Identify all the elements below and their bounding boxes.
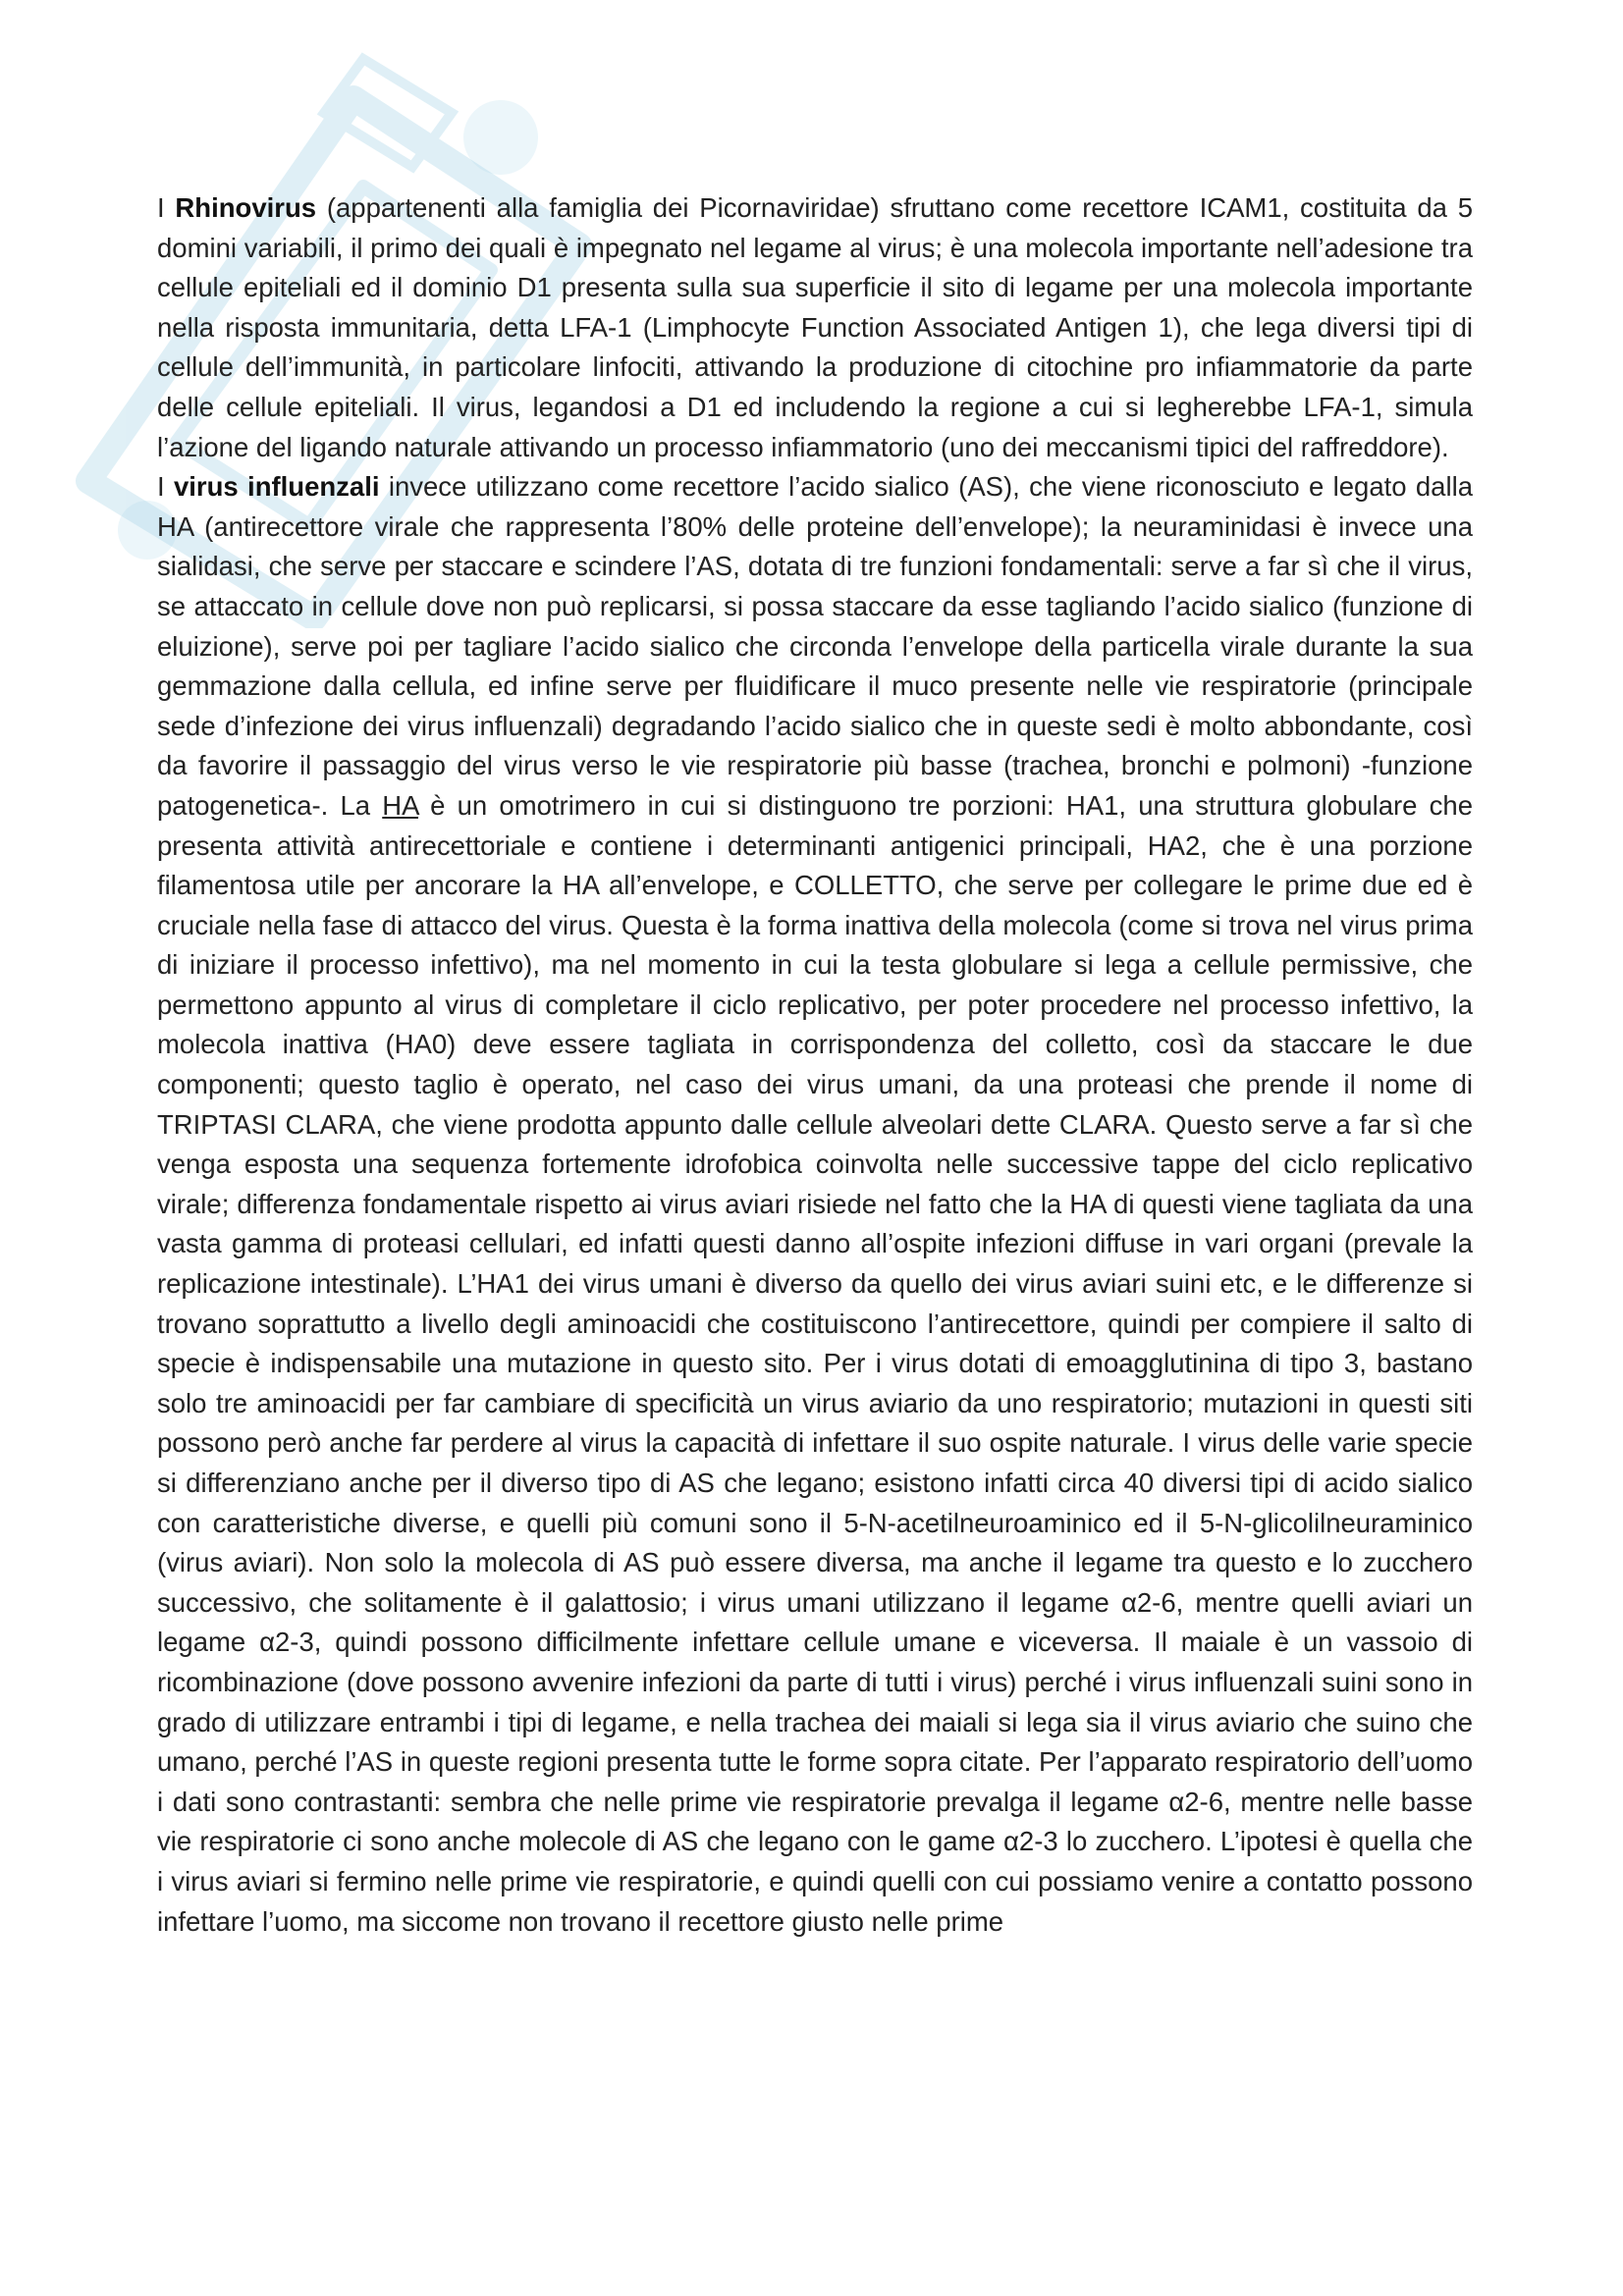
paragraph-start: I xyxy=(157,471,174,503)
paragraph-text-continued: è un omotrimero in cui si distinguono tre porzioni: HA1, una struttura globulare che presenta attività antirecettoriale e contiene i determinanti antigenici principali, HA2, che è una porzione filamentosa utile per ancorare la HA all’envelope, e COLLETTO, che serve per collegare le prime due ed è cruciale nella fase di attacco del virus. Questa è la forma inattiva della molecola (come si trova nel virus prima di iniziare il processo infettivo), ma nel momento in cui la testa globulare si lega a cellule permissive, che permettono appunto al virus di completare il ciclo replicativo, per poter procedere nel processo infettivo, la molecola inattiva (HA0) deve essere tagliata in corrispondenza del colletto, così da staccare le due componenti; questo taglio è operato, nel caso dei virus umani, da una proteasi che prende il nome di TRIPTASI CLARA, che viene prodotta appunto dalle cellule alveolari dette CLARA. Questo serve a far sì che venga esposta una sequenza fortemente idrofobica coinvolta nelle successive tappe del ciclo replicativo virale; differenza fondamentale rispetto ai virus aviari risiede nel fatto che la HA di questi viene tagliata da una vasta gamma di proteasi cellulari, ed infatti questi danno all’ospite infezioni diffuse in vari organi (prevale la replicazione intestinale). L’HA1 dei virus umani è diverso da quello dei virus aviari suini etc, e le differenze si trovano soprattutto a livello degli aminoacidi che costituiscono l’antirecettore, quindi per compiere il salto di specie è indispensabile una mutazione in questo sito. Per i virus dotati di emoagglutinina di tipo 3, bastano solo tre aminoacidi per far cambiare di specificità un virus aviario da uno respiratorio; mutazioni in questi siti possono però anche far perdere al virus la capacità di infettare il suo ospite naturale. I virus delle varie specie si differenziano anche per il diverso tipo di AS che legano; esistono infatti circa 40 diversi tipi di acido sialico con caratteristiche diverse, e quelli più comuni sono il 5-N-acetilneuroaminico ed il 5-N-glicolilneuraminico (virus aviari). Non solo la molecola di AS può essere diversa, ma anche il legame tra questo e lo zucchero successivo, che solitamente è il galattosio; i virus umani utilizzano il legame α2-6, mentre quelli aviari un legame α2-3, quindi possono difficilmente infettare cellule umane e viceversa. Il maiale è un vassoio di ricombinazione (dove possono avvenire infezioni da parte di tutti i virus) perché i virus influenzali suini sono in grado di utilizzare entrambi i tipi di legame, e nella trachea dei maiali si lega sia il virus aviario che suino che umano, perché l’AS in queste regioni presenta tutte le forme sopra citate. Per l’apparato respiratorio dell’uomo i dati sono contrastanti: sembra che nelle prime vie respiratorie prevalga il legame α2-6, mentre nelle basse vie respiratorie ci sono anche molecole di AS che legano con le game α2-3 lo zucchero. L’ipotesi è quella che i virus aviari si fermino nelle prime vie respiratorie, e quindi quelli con cui possiamo venire a contatto possono infettare l’uomo, ma siccome non trovano il recettore giusto nelle prime xyxy=(157,789,1473,1937)
document-body xyxy=(157,188,1473,1942)
term-virus-influenzali: virus influenzali xyxy=(173,471,380,503)
paragraph-start: I xyxy=(157,192,176,223)
term-rhinovirus: Rhinovirus xyxy=(175,192,317,223)
paragraph-text: invece utilizzano come recettore l’acido sialico (AS), che viene riconosciuto e legato dalla HA (antirecettore virale che rappresenta l’80% delle proteine dell’envelope); la neuraminidasi è invece una sialidasi, che serve per staccare e scindere l’AS, dotata di tre funzioni fondamentali: serve a far sì che il virus, se attaccato in cellule dove non può replicarsi, si possa staccare da esse tagliando l’acido sialico (funzione di eluizione), serve poi per tagliare l’acido sialico che circonda l’envelope della particella virale durante la sua gemmazione dalla cellula, ed infine serve per fluidificare il muco presente nelle vie respiratorie (principale sede d’infezione dei virus influenzali) degradando l’acido sialico che in queste sedi è molto abbondante, così da favorire il passaggio del virus verso le vie respiratorie più basse (trachea, bronchi e polmoni) -funzione patogenetica-. La xyxy=(157,471,1473,821)
paragraph-text: (appartenenti alla famiglia dei Picornaviridae) sfruttano come recettore ICAM1, costituita da 5 domini variabili, il primo dei quali è impegnato nel legame al virus; è una molecola importante nell’adesione tra cellule epiteliali ed il dominio D1 presenta sulla sua superficie il sito di legame per una molecola importante nella risposta immunitaria, detta LFA-1 (Limphocyte Function Associated Antigen 1), che lega diversi tipi di cellule dell’immunità, in particolare linfociti, attivando la produzione di citochine pro infiammatorie da parte delle cellule epiteliali. Il virus, legandosi a D1 ed includendo la regione a cui si legherebbe LFA-1, simula l’azione del ligando naturale attivando un processo infiammatorio (uno dei meccanismi tipici del raffreddore). xyxy=(157,192,1473,462)
term-ha-underlined: HA xyxy=(382,789,418,821)
paragraph-rhinovirus xyxy=(157,188,1473,467)
paragraph-influenza xyxy=(157,467,1473,1942)
